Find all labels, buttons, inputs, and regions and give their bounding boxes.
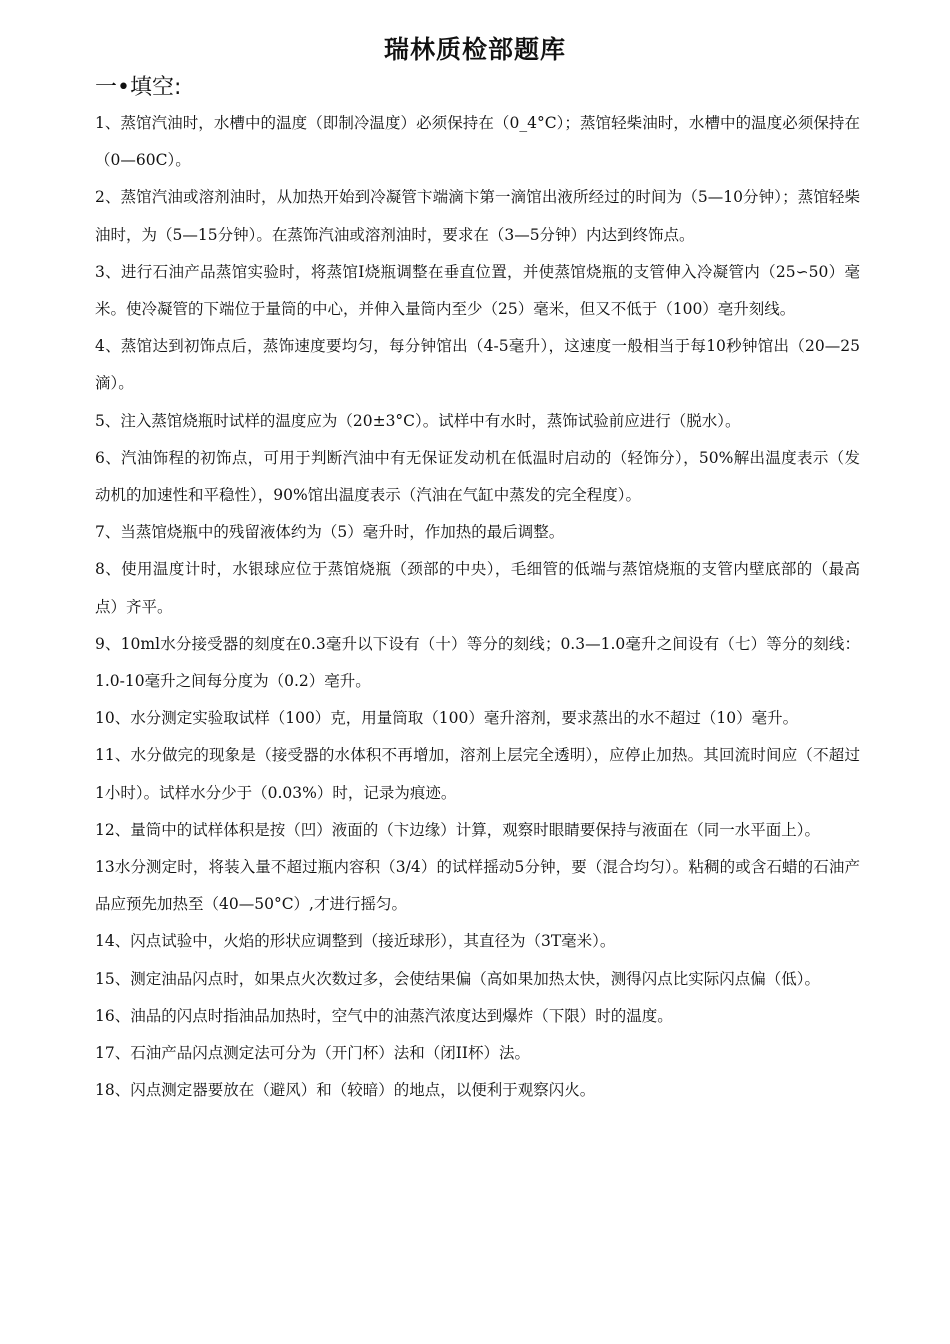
question-item: 7、当蒸馆烧瓶中的残留液体约为（5）毫升时，作加热的最后调整。	[95, 523, 565, 542]
section-heading: 一•填空:	[95, 75, 182, 100]
question-item: 8、使用温度计时，水银球应位于蒸馆烧瓶（颈部的中央），毛细管的低端与蒸馆烧瓶的支管内壁底部的（最高点）齐平。	[95, 560, 860, 616]
question-list	[95, 105, 860, 1109]
question-item: 3、进行石油产品蒸馆实验时，将蒸馆I烧瓶调整在垂直位置，并使蒸馆烧瓶的支管伸入冷凝管内（25∽50）毫米。使冷凝管的下端位于量筒的中心，并伸入量筒内至少（25）毫米，但又不低于（100）亳升刻线。	[95, 262, 860, 319]
question-item: 1、蒸馆汽油时，水槽中的温度（即制冷温度）必须保持在（0_4°C）；蒸馆轻柴油时，水槽中的温度必须保持在（0—60C）。	[95, 114, 860, 170]
question-item: 16、油品的闪点时指油品加热时，空气中的油蒸汽浓度达到爆炸（下限）时的温度。	[95, 1006, 673, 1025]
question-item: 18、闪点测定器要放在（避风）和（较暗）的地点，以便利于观察闪火。	[95, 1081, 596, 1100]
question-item: 10、水分测定实验取试样（100）克，用量筒取（100）毫升溶剂，要求蒸出的水不超过（10）毫升。	[95, 709, 799, 728]
question-item: 6、汽油饰程的初饰点，可用于判断汽油中有无保证发动机在低温时启动的（轻饰分），50%解出温度表示（发动机的加速性和平稳性），90%馆出温度表示（汽油在气缸中蒸发的完全程度）。	[95, 448, 860, 505]
question-item: 5、注入蒸馆烧瓶时试样的温度应为（20±3°C）。试样中有水时，蒸饰试验前应进行（脱水）。	[95, 411, 741, 430]
question-item: 11、水分做完的现象是（接受器的水体积不再增加，溶剂上层完全透明），应停止加热。其回流时间应（不超过1小时）。试样水分少于（0.03%）时，记录为痕迹。	[95, 746, 860, 802]
question-item: 12、量筒中的试样体积是按（凹）液面的（卞边缘）计算，观察时眼睛要保持与液面在（同一水平面上）。	[95, 820, 820, 839]
question-item: 17、石油产品闪点测定法可分为（开门杯）法和（闭II杯）法。	[95, 1044, 530, 1063]
question-item: 2、蒸馆汽油或溶剂油时，从加热开始到冷凝管卞端滴卞第一滴馆出液所经过的时间为（5—10分钟）；蒸馆轻柴油时，为（5—15分钟）。在蒸饰汽油或溶剂油时，要求在（3—5分钟）内达到终饰点。	[95, 188, 860, 244]
question-item: 4、蒸馆达到初饰点后，蒸饰速度要均匀，每分钟馆出（4-5毫升），这速度一般相当于每10秒钟馆出（20—25滴）。	[95, 337, 860, 393]
question-item: 15、测定油品闪点时，如果点火次数过多，会使结果偏（高如果加热太快，测得闪点比实际闪点偏（低）。	[95, 969, 820, 988]
question-item: 14、闪点试验中，火焰的形状应调整到（接近球形），其直径为（3T毫米）。	[95, 932, 616, 951]
question-item: 9、10ml水分接受器的刻度在0.3毫升以下设有（十）等分的刻线；0.3—1.0毫升之间设有（七）等分的刻线：1.0-10毫升之间每分度为（0.2）亳升。	[95, 634, 860, 691]
page-title: 瑞林质检部题库	[383, 35, 566, 64]
question-item: 13水分测定时，将装入量不超过瓶内容积（3/4）的试样摇动5分钟，要（混合均匀）。粘稠的或含石蜡的石油产品应预先加热至（40—50°C）,才进行摇匀。	[95, 858, 860, 914]
